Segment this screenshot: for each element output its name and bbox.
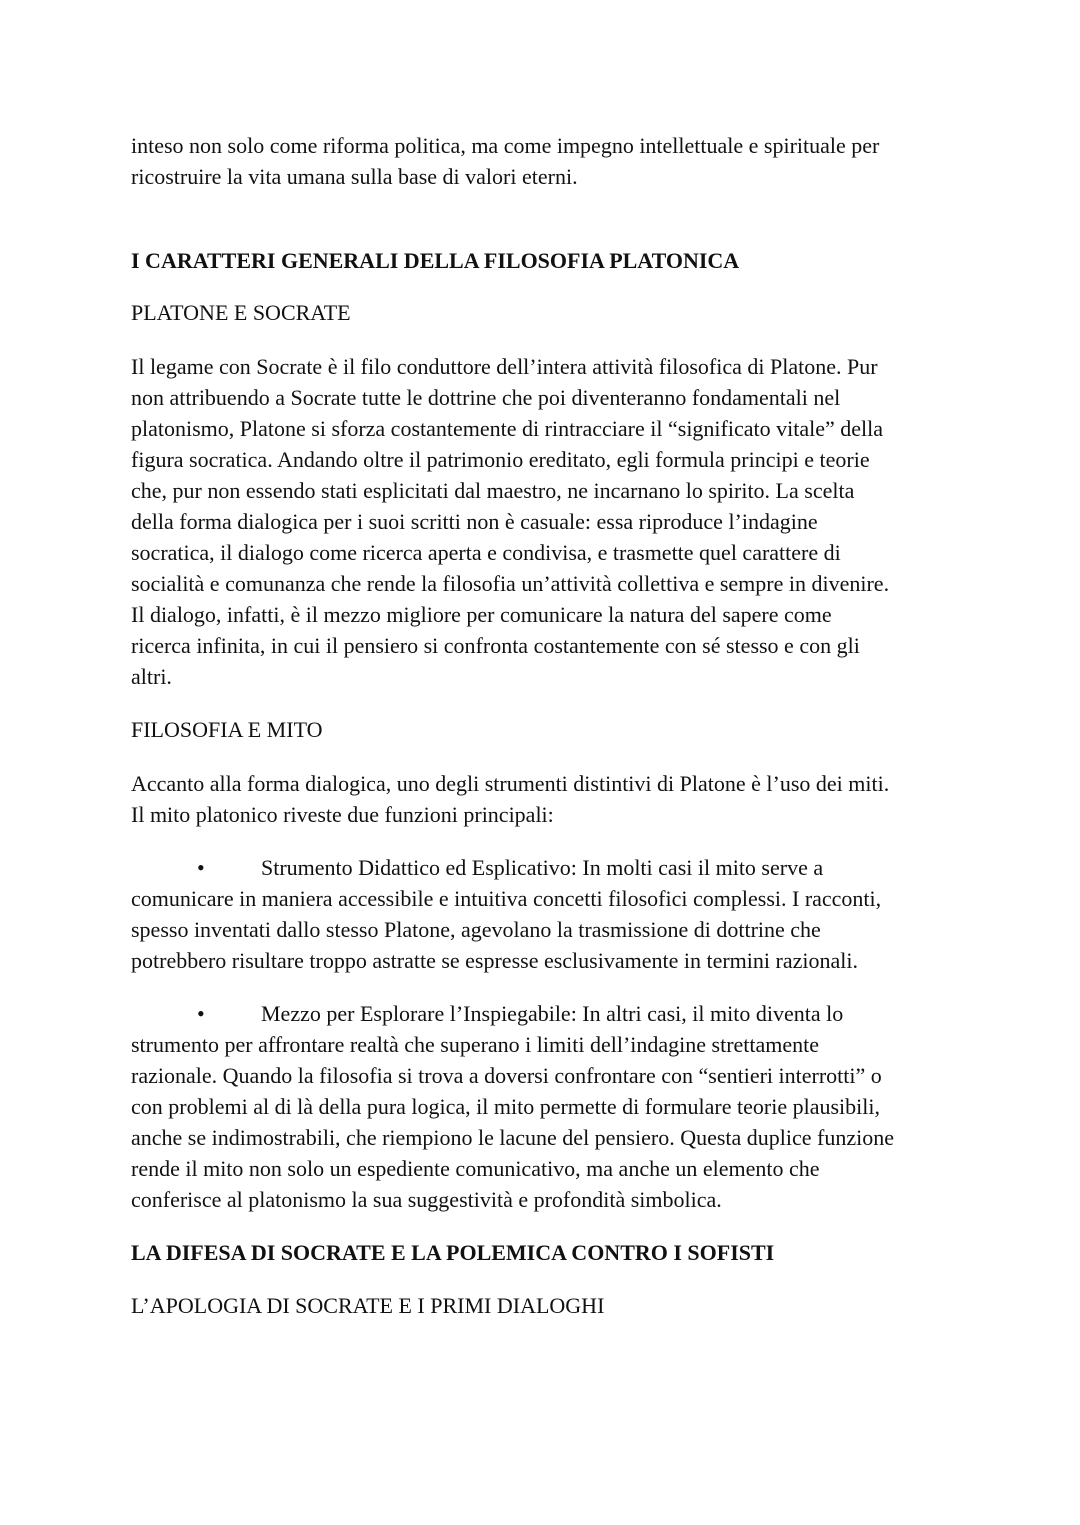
text-line: altri. <box>131 664 172 689</box>
bullet-icon: • <box>197 855 205 880</box>
text-line: con problemi al di là della pura logica, il mito permette di formulare teorie plausibili, <box>131 1094 880 1119</box>
text-line <box>131 998 961 1029</box>
bullet-item-didattico <box>131 852 961 976</box>
bullet-icon: • <box>197 1001 205 1026</box>
text-line: socialità e comunanza che rende la filosofia un’attività collettiva e sempre in divenire. <box>131 571 890 596</box>
bullet-text: Strumento Didattico ed Esplicativo: In molti casi il mito serve a <box>261 855 824 880</box>
text-line: anche se indimostrabili, che riempiono le lacune del pensiero. Questa duplice funzione <box>131 1125 895 1150</box>
text-line: ricerca infinita, in cui il pensiero si confronta costantemente con sé stesso e con gli <box>131 633 860 658</box>
text-line <box>131 852 961 883</box>
text-line: platonismo, Platone si sforza costantemente di rintracciare il “significato vitale” della <box>131 416 884 441</box>
subheading: FILOSOFIA E MITO <box>131 717 323 742</box>
text-line: spesso inventati dallo stesso Platone, agevolano la trasmissione di dottrine che <box>131 917 821 942</box>
text-line: comunicare in maniera accessibile e intuitiva concetti filosofici complessi. I racconti, <box>131 886 882 911</box>
section-heading: LA DIFESA DI SOCRATE E LA POLEMICA CONTRO I SOFISTI <box>131 1240 775 1265</box>
subheading: L’APOLOGIA DI SOCRATE E I PRIMI DIALOGHI <box>131 1293 605 1318</box>
text-line: ricostruire la vita umana sulla base di valori eterni. <box>131 164 578 189</box>
section-heading: I CARATTERI GENERALI DELLA FILOSOFIA PLATONICA <box>131 248 740 273</box>
text-line: conferisce al platonismo la sua suggestività e profondità simbolica. <box>131 1187 722 1212</box>
text-line: della forma dialogica per i suoi scritti non è casuale: essa riproduce l’indagine <box>131 509 818 534</box>
text-line: Accanto alla forma dialogica, uno degli strumenti distintivi di Platone è l’uso dei miti. <box>131 771 890 796</box>
text-line: Il dialogo, infatti, è il mezzo migliore per comunicare la natura del sapere come <box>131 602 832 627</box>
text-line: non attribuendo a Socrate tutte le dottrine che poi diventeranno fondamentali nel <box>131 385 841 410</box>
text-line: socratica, il dialogo come ricerca aperta e condivisa, e trasmette quel carattere di <box>131 540 841 565</box>
paragraph-socrate <box>131 351 961 692</box>
paragraph-mito-intro <box>131 768 961 830</box>
text-line: Il mito platonico riveste due funzioni principali: <box>131 802 554 827</box>
intro-paragraph <box>131 130 961 192</box>
subheading: PLATONE E SOCRATE <box>131 300 351 325</box>
text-line: figura socratica. Andando oltre il patrimonio ereditato, egli formula principi e teorie <box>131 447 870 472</box>
text-line: potrebbero risultare troppo astratte se espresse esclusivamente in termini razionali. <box>131 948 858 973</box>
bullet-item-inspiegabile <box>131 998 961 1215</box>
text-line: che, pur non essendo stati esplicitati dal maestro, ne incarnano lo spirito. La scelta <box>131 478 855 503</box>
text-line: Il legame con Socrate è il filo conduttore dell’intera attività filosofica di Platone. Pur <box>131 354 878 379</box>
text-line: strumento per affrontare realtà che superano i limiti dell’indagine strettamente <box>131 1032 820 1057</box>
bullet-text: Mezzo per Esplorare l’Inspiegabile: In altri casi, il mito diventa lo <box>261 1001 844 1026</box>
text-line: inteso non solo come riforma politica, ma come impegno intellettuale e spirituale per <box>131 133 880 158</box>
text-line: rende il mito non solo un espediente comunicativo, ma anche un elemento che <box>131 1156 820 1181</box>
text-line: razionale. Quando la filosofia si trova a doversi confrontare con “sentieri interrotti” o <box>131 1063 882 1088</box>
